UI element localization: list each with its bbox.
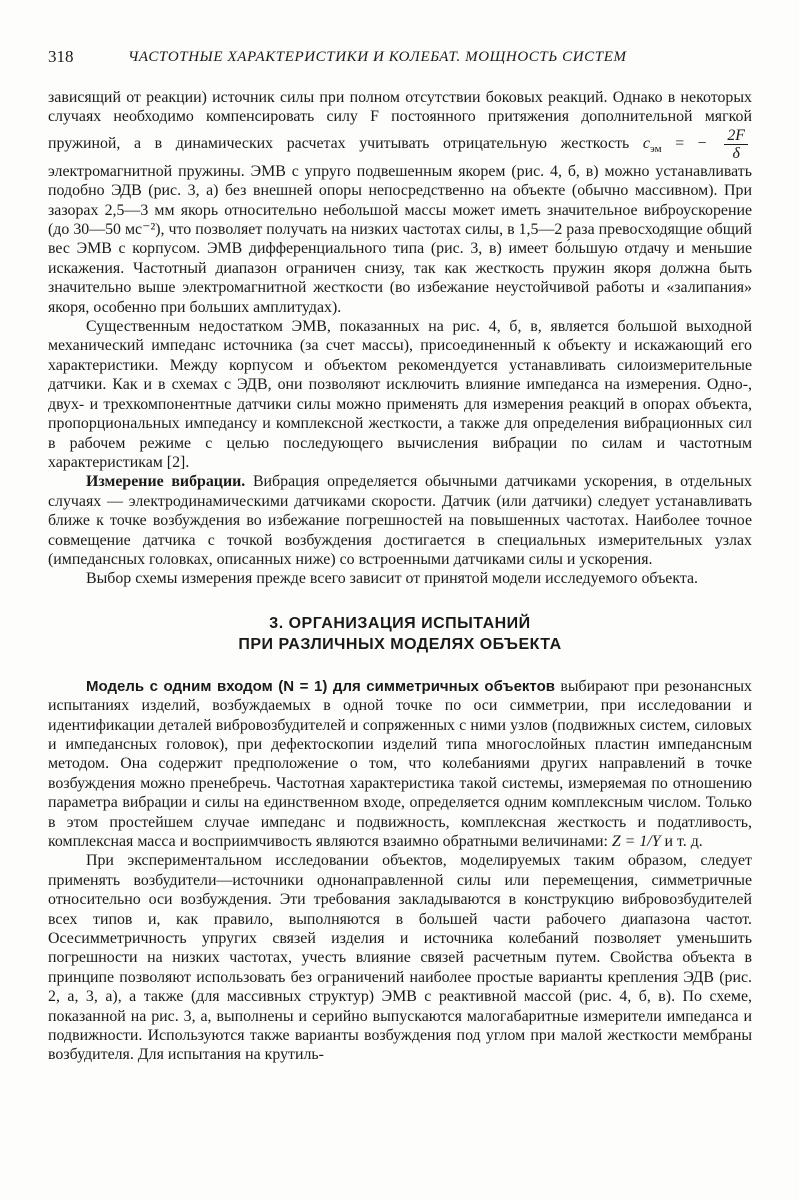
paragraph-lead: Модель с одним входом (N = 1) для симметричных объектов: [86, 677, 555, 695]
paragraph-vibration-measurement: Измерение вибрации. Вибрация определяется обычными датчиками ускорения, в отдельных случаях — электродинамическими датчиками скорости. Датчик (или датчики) следует устанавливать ближе к точке возбуждения во избежание погрешностей на повышенных частотах. Наиболее точное совмещение датчика с точкой возбуждения достигается в специальных измерительных узлах (импедансных головках, описанных ниже) со встроенными датчиками силы и ускорения.: [48, 473, 752, 568]
paragraph-emv-drawback: Существенным недостатком ЭМВ, показанных на рис. 4, б, в, является большой выходной механический импеданс источника (за счет массы), присоединенный к объекту и искажающий его характеристики. Между корпусом и объектом рекомендуется устанавливать силоизмерительные датчики. Как и в схемах с ЭДВ, они позволяют исключить влияние импеданса на измерения. Одно-, двух- и трехкомпонентные датчики силы можно применять для измерения реакций в опорах объекта, пропорциональных импедансу и комплексной жесткости, а также для определения вибрационных сил в рабочем режиме с целью последующего вычисления вибрации по силам и частотным характеристикам [2].: [48, 318, 752, 471]
paragraph-text: зависящий от реакции) источник силы при полном отсутствии боковых реакций. Однако в некоторых случаях необходимо компенсировать силу F постоянного притяжения дополнительной мягкой пружиной, а в динамических расчетах учитывать отрицательную жесткость: [48, 89, 752, 152]
section-heading: 3. ОРГАНИЗАЦИЯ ИСПЫТАНИЙ ПРИ РАЗЛИЧНЫХ МОДЕЛЯХ ОБЪЕКТА: [238, 614, 562, 653]
paragraph-lead: Измерение вибрации.: [86, 473, 246, 491]
stiffness-formula: $c_{эм}$ = − $\frac{2F}{\delta}$: [643, 135, 752, 152]
page-number: 318: [48, 47, 74, 66]
impedance-formula: Z = 1/Y: [611, 833, 661, 850]
formula-fraction: $\frac{2F}{\delta}$: [724, 127, 748, 162]
paragraph-emv-suspension: [48, 88, 752, 317]
running-title: ЧАСТОТНЫЕ ХАРАКТЕРИСТИКИ И КОЛЕБАТ. МОЩНОСТЬ СИСТЕМ: [128, 49, 627, 65]
page-header: [48, 46, 752, 70]
paragraph-experimental-study: При экспериментальном исследовании объектов, моделируемых таким образом, следует применять возбудители—источники однонаправленной силы или перемещения, симметричные относительно оси возбуждения. Эти требования закладываются в конструкцию вибровозбудителей всех типов и, как правило, выполняются в большей части рабочего диапазона частот. Осесимметричность упругих связей изделия и источника колебаний позволяет уменьшить погрешности на низких частотах, учесть влияние связей расчетным путем. Свойства объекта в принципе позволяют использовать без ограничений наиболее простые варианты крепления ЭДВ (рис. 2, а, 3, а), а также (для массивных структур) ЭМВ с реактивной массой (рис. 4, б, в). По схеме, показанной на рис. 3, а, выполнены и серийно выпускаются малогабаритные измерители импеданса и подвижности. Используются также варианты возбуждения под углом при малой жесткости мембраны возбудителя. Для испытания на крутиль-: [48, 852, 752, 1064]
paragraph-text: электромагнитной пружины. ЭМВ с упруго подвешенным якорем (рис. 4, б, в) можно устанавливать подобно ЭДВ (рис. 3, а) без внешней опоры непосредственно на объекте (обычно массивном). При зазорах 2,5—3 мм якорь относительно небольшой массы может иметь значительное виброускорение (до 30—50 мс⁻²), что позволяет получать на низких частотах силы, в 1,5—2 раза превосходящие общий вес ЭМВ с корпусом. ЭМВ дифференциального типа (рис. 3, в) имеет бо́льшую отдачу и меньшие искажения. Частотный диапазон ограничен снизу, так как жесткость пружин якоря должна быть значительно выше электромагнитной жесткости (во избежание неустойчивой работы и «залипания» якоря, особенно при больших амплитудах).: [48, 162, 752, 316]
page-body: [48, 88, 752, 1065]
paragraph-single-input-model: Модель с одним входом (N = 1) для симметричных объектов выбирают при резонансных испытаниях изделий, возбуждаемых в одной точке по оси симметрии, при исследовании и идентификации деталей вибровозбудителей и сопряженных с ними узлов (подвижных систем, силовых и импедансных головок), при дефектоскопии изделий типа многослойных пластин импедансным методом. Она содержит предположение о том, что колебаниями других направлений в точке возбуждения можно пренебречь. Частотная характеристика такой системы, измеряемая по отношению параметра вибрации и силы на единственном входе, определяется одним комплексным числом. Только в этом простейшем случае импеданс и подвижность, комплексная жесткость и податливость, комплексная масса и восприимчивость являются взаимно обратными величинами: Z = 1/Y и т. д.: [48, 677, 752, 850]
paragraph-scheme-choice: Выбор схемы измерения прежде всего зависит от принятой модели исследуемого объекта.: [86, 570, 699, 588]
